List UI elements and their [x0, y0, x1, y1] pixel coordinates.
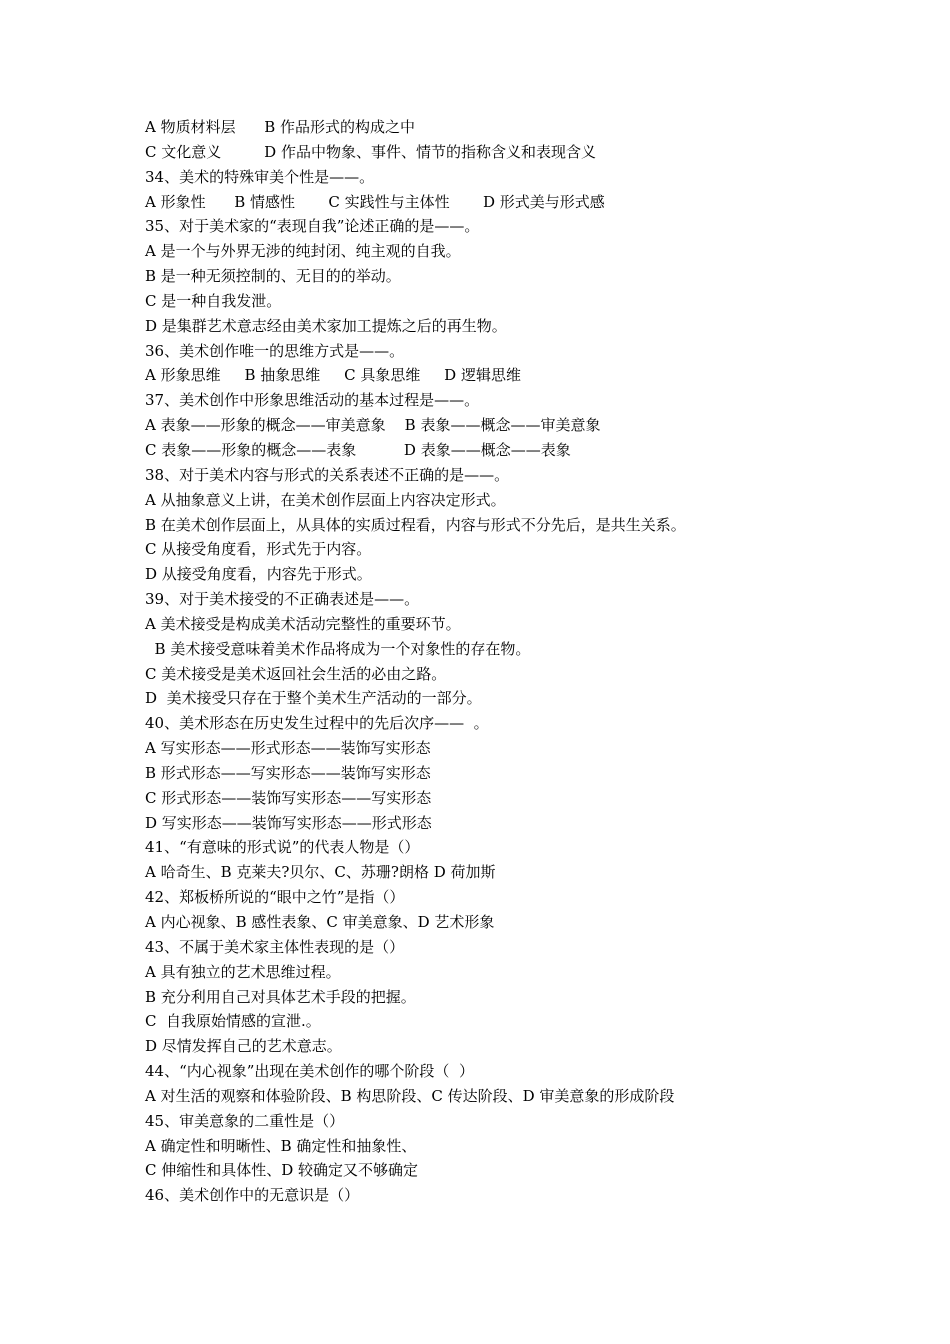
- text-line: 35、对于美术家的“表现自我”论述正确的是——。: [145, 217, 480, 236]
- question-text-block: [145, 115, 905, 1208]
- text-line: B 是一种无须控制的、无目的的举动。: [145, 267, 401, 286]
- text-line: C 伸缩性和具体性、D 较确定又不够确定: [145, 1161, 419, 1180]
- text-line: D 是集群艺术意志经由美术家加工提炼之后的再生物。: [145, 316, 507, 335]
- text-line: A 物质材料层 B 作品形式的构成之中: [145, 118, 416, 136]
- text-line: C 从接受角度看，形式先于内容。: [145, 540, 372, 559]
- text-line: B 形式形态——写实形态——装饰写实形态: [145, 763, 431, 782]
- text-line: A 表象——形象的概念——审美意象 B 表象——概念——审美意象: [145, 416, 601, 435]
- text-line: A 形象性 B 情感性 C 实践性与主体性 D 形式美与形式感: [145, 192, 605, 211]
- text-line: 44、“内心视象”出现在美术创作的哪个阶段（ ）: [145, 1062, 474, 1081]
- text-line: D 从接受角度看，内容先于形式。: [145, 565, 372, 584]
- text-line: A 哈奇生、B 克莱夫?贝尔、C、苏珊?朗格 D 荷加斯: [145, 863, 496, 882]
- text-line: A 从抽象意义上讲，在美术创作层面上内容决定形式。: [145, 490, 506, 509]
- text-line: 43、不属于美术家主体性表现的是（）: [145, 937, 405, 956]
- text-line: D 尽情发挥自己的艺术意志。: [145, 1037, 342, 1056]
- text-line: 38、对于美术内容与形式的关系表述不正确的是——。: [145, 465, 510, 484]
- text-line: B 在美术创作层面上，从具体的实质过程看，内容与形式不分先后，是共生关系。: [145, 515, 686, 534]
- text-line: C 表象——形象的概念——表象 D 表象——概念——表象: [145, 440, 571, 459]
- text-line: 40、美术形态在历史发生过程中的先后次序—— 。: [145, 714, 489, 733]
- text-line: A 对生活的观察和体验阶段、B 构思阶段、C 传达阶段、D 审美意象的形成阶段: [145, 1086, 675, 1105]
- text-line: A 内心视象、B 感性表象、C 审美意象、D 艺术形象: [145, 913, 495, 931]
- text-line: 42、郑板桥所说的“眼中之竹”是指（）: [145, 888, 405, 907]
- text-line: C 形式形态——装饰写实形态——写实形态: [145, 788, 432, 807]
- text-line: D 写实形态——装饰写实形态——形式形态: [145, 813, 432, 832]
- text-line: A 确定性和明晰性、B 确定性和抽象性、: [145, 1136, 417, 1155]
- text-line: D 美术接受只存在于整个美术生产活动的一部分。: [145, 689, 482, 708]
- text-line: 37、美术创作中形象思维活动的基本过程是——。: [145, 391, 480, 410]
- text-line: C 是一种自我发泄。: [145, 291, 282, 310]
- text-line: 46、美术创作中的无意识是（）: [145, 1186, 360, 1205]
- text-line: B 美术接受意味着美术作品将成为一个对象性的存在物。: [145, 639, 531, 658]
- text-line: A 写实形态——形式形态——装饰写实形态: [145, 739, 431, 758]
- text-line: C 美术接受是美术返回社会生活的必由之路。: [145, 664, 447, 683]
- text-line: 41、“有意味的形式说”的代表人物是（）: [145, 838, 420, 857]
- text-line: 39、对于美术接受的不正确表述是——。: [145, 590, 420, 609]
- text-line: B 充分利用自己对具体艺术手段的把握。: [145, 987, 416, 1006]
- text-line: C 自我原始情感的宣泄.。: [145, 1012, 321, 1031]
- text-line: 45、审美意象的二重性是（）: [145, 1111, 345, 1130]
- text-line: 34、美术的特殊审美个性是——。: [145, 167, 375, 186]
- text-line: A 美术接受是构成美术活动完整性的重要环节。: [145, 614, 461, 633]
- text-line: 36、美术创作唯一的思维方式是——。: [145, 341, 405, 360]
- text-line: C 文化意义 D 作品中物象、事件、情节的指称含义和表现含义: [145, 142, 596, 161]
- text-line: A 形象思维 B 抽象思维 C 具象思维 D 逻辑思维: [145, 366, 521, 385]
- text-line: A 是一个与外界无涉的纯封闭、纯主观的自我。: [145, 242, 461, 261]
- text-line: A 具有独立的艺术思维过程。: [145, 962, 341, 981]
